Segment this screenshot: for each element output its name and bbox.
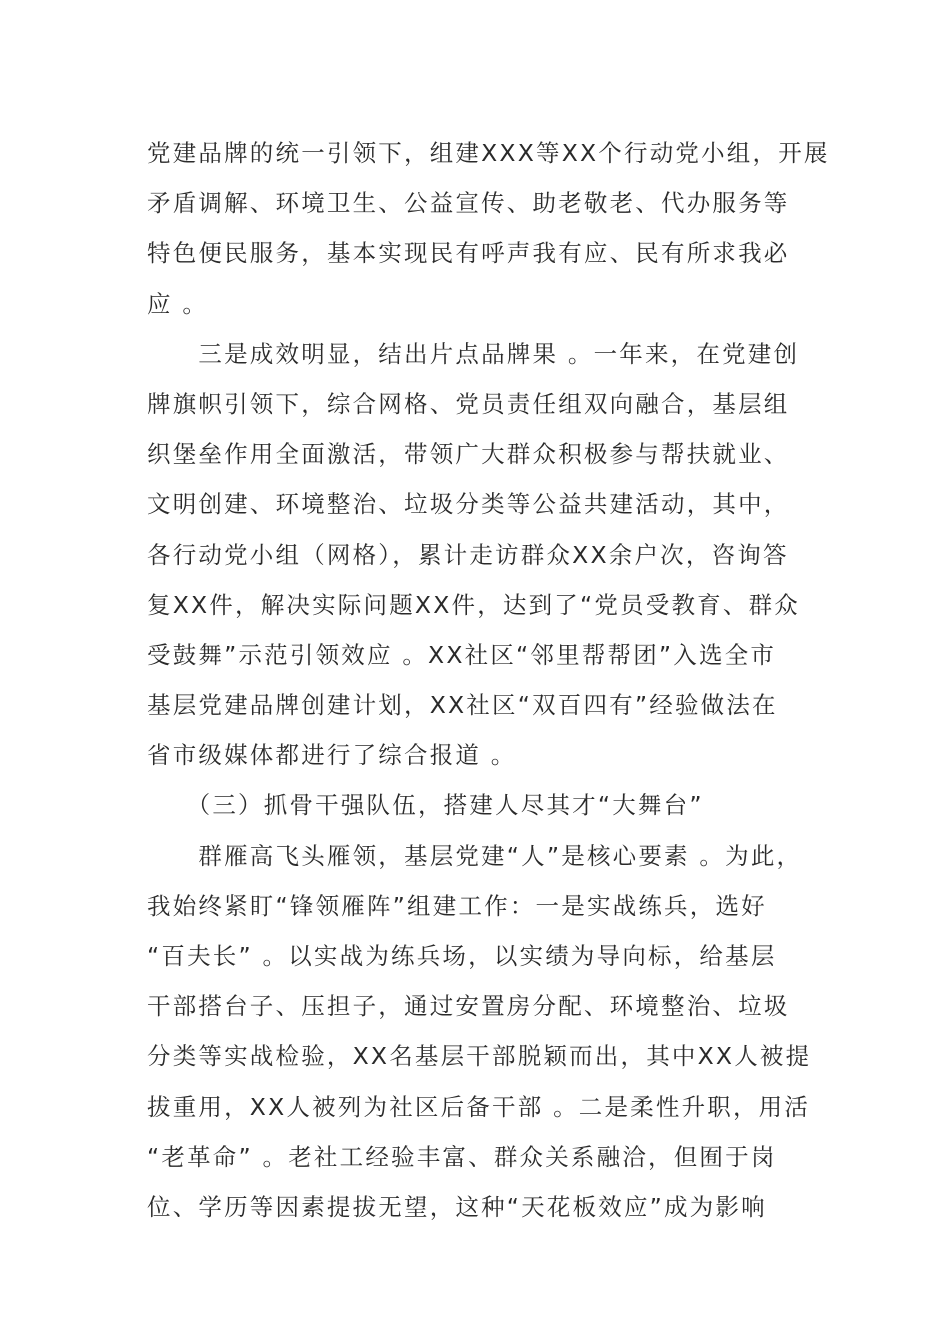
text-line: 省市级媒体都进行了综合报道 。 xyxy=(147,741,517,770)
text-line: 各行动党小组（网格），累计走访群众XX余户次，咨询答 xyxy=(147,540,789,569)
section-heading: （三）抓骨干强队伍，搭建人尽其才“大舞台” xyxy=(147,791,704,820)
text-line: 三是成效明显，结出片点品牌果 。一年来，在党建创 xyxy=(147,339,800,368)
text-line: 矛盾调解、环境卫生、公益宣传、助老敬老、代办服务等 xyxy=(147,189,790,218)
text-line: 群雁高飞头雁领，基层党建“人”是核心要素 。为此， xyxy=(147,841,803,870)
text-line: 复XX件，解决实际问题XX件，达到了“党员受教育、群众 xyxy=(147,590,800,619)
text-line: 牌旗帜引领下，综合网格、党员责任组双向融合，基层组 xyxy=(147,389,790,418)
text-line: 党建品牌的统一引领下，组建XXX等XX个行动党小组，开展 xyxy=(147,139,830,167)
text-line: 位、学历等因素提拔无望，这种“天花板效应”成为影响 xyxy=(147,1192,767,1221)
text-line: 受鼓舞”示范引领效应 。XX社区“邻里帮帮团”入选全市 xyxy=(147,640,777,669)
text-line: 拔重用，XX人被列为社区后备干部 。二是柔性升职，用活 xyxy=(147,1092,811,1121)
text-line: 基层党建品牌创建计划，XX社区“双百四有”经验做法在 xyxy=(147,691,778,720)
text-line: “老革命” 。老社工经验丰富、群众关系融洽，但囿于岗 xyxy=(147,1142,777,1171)
text-line: 应 。 xyxy=(147,289,209,318)
text-line: 文明创建、环境整治、垃圾分类等公益共建活动，其中， xyxy=(147,490,790,519)
text-line: 特色便民服务，基本实现民有呼声我有应、民有所求我必 xyxy=(147,239,790,268)
text-line: “百夫长” 。以实战为练兵场，以实绩为导向标，给基层 xyxy=(147,942,777,970)
text-line: 干部搭台子、压担子，通过安置房分配、环境整治、垃圾 xyxy=(147,992,790,1021)
document-body xyxy=(147,128,830,1232)
text-line: 织堡垒作用全面激活，带领广大群众积极参与帮扶就业、 xyxy=(147,440,790,469)
text-line: 分类等实战检验，XX名基层干部脱颖而出，其中XX人被提 xyxy=(147,1042,812,1071)
text-line: 我始终紧盯“锋领雁阵”组建工作：一是实战练兵，选好 xyxy=(147,891,767,920)
